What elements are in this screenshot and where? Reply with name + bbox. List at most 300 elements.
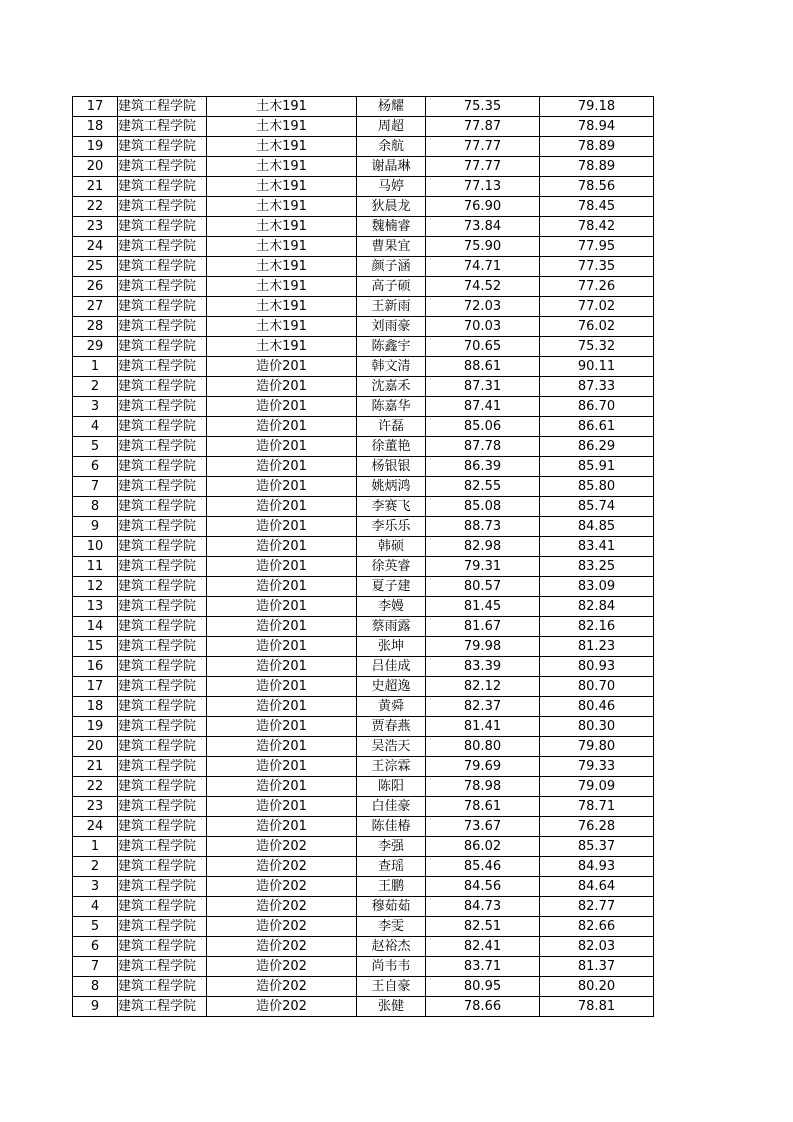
student-name-cell: 李强 <box>357 837 426 857</box>
row-index-cell: 18 <box>73 697 118 717</box>
class-cell: 造价201 <box>207 737 357 757</box>
class-cell: 造价201 <box>207 477 357 497</box>
table-row <box>73 497 654 517</box>
row-index-cell: 4 <box>73 897 118 917</box>
score-2-cell: 81.23 <box>540 637 654 657</box>
table-row <box>73 337 654 357</box>
class-cell: 造价202 <box>207 957 357 977</box>
college-cell: 建筑工程学院 <box>118 697 207 717</box>
row-index-cell: 4 <box>73 417 118 437</box>
score-1-cell: 76.90 <box>426 197 540 217</box>
score-1-cell: 79.98 <box>426 637 540 657</box>
student-name-cell: 夏子建 <box>357 577 426 597</box>
class-cell: 土木191 <box>207 277 357 297</box>
row-index-cell: 10 <box>73 537 118 557</box>
row-index-cell: 29 <box>73 337 118 357</box>
score-2-cell: 76.02 <box>540 317 654 337</box>
college-cell: 建筑工程学院 <box>118 677 207 697</box>
score-2-cell: 80.70 <box>540 677 654 697</box>
table-row <box>73 717 654 737</box>
table-row <box>73 697 654 717</box>
row-index-cell: 21 <box>73 177 118 197</box>
score-1-cell: 84.56 <box>426 877 540 897</box>
class-cell: 造价202 <box>207 857 357 877</box>
class-cell: 造价202 <box>207 937 357 957</box>
row-index-cell: 13 <box>73 597 118 617</box>
college-cell: 建筑工程学院 <box>118 177 207 197</box>
class-cell: 造价201 <box>207 517 357 537</box>
student-name-cell: 张健 <box>357 997 426 1017</box>
score-2-cell: 85.37 <box>540 837 654 857</box>
student-name-cell: 曹果宜 <box>357 237 426 257</box>
student-name-cell: 白佳豪 <box>357 797 426 817</box>
score-2-cell: 84.93 <box>540 857 654 877</box>
score-2-cell: 85.74 <box>540 497 654 517</box>
score-table <box>72 96 654 1017</box>
row-index-cell: 3 <box>73 877 118 897</box>
score-1-cell: 82.51 <box>426 917 540 937</box>
score-1-cell: 80.57 <box>426 577 540 597</box>
row-index-cell: 8 <box>73 497 118 517</box>
row-index-cell: 20 <box>73 737 118 757</box>
score-1-cell: 82.41 <box>426 937 540 957</box>
score-2-cell: 86.61 <box>540 417 654 437</box>
table-row <box>73 417 654 437</box>
class-cell: 土木191 <box>207 97 357 117</box>
row-index-cell: 21 <box>73 757 118 777</box>
score-1-cell: 79.31 <box>426 557 540 577</box>
score-1-cell: 73.67 <box>426 817 540 837</box>
table-row <box>73 597 654 617</box>
score-1-cell: 77.13 <box>426 177 540 197</box>
class-cell: 造价201 <box>207 817 357 837</box>
table-row <box>73 537 654 557</box>
college-cell: 建筑工程学院 <box>118 417 207 437</box>
score-2-cell: 82.77 <box>540 897 654 917</box>
class-cell: 造价201 <box>207 797 357 817</box>
student-name-cell: 谢晶琳 <box>357 157 426 177</box>
student-name-cell: 姚炳鸿 <box>357 477 426 497</box>
college-cell: 建筑工程学院 <box>118 477 207 497</box>
class-cell: 造价202 <box>207 877 357 897</box>
table-row <box>73 677 654 697</box>
student-name-cell: 穆茹茹 <box>357 897 426 917</box>
table-row <box>73 617 654 637</box>
student-name-cell: 余航 <box>357 137 426 157</box>
score-2-cell: 80.93 <box>540 657 654 677</box>
student-name-cell: 张坤 <box>357 637 426 657</box>
table-row <box>73 737 654 757</box>
score-1-cell: 75.35 <box>426 97 540 117</box>
college-cell: 建筑工程学院 <box>118 897 207 917</box>
college-cell: 建筑工程学院 <box>118 617 207 637</box>
score-1-cell: 86.02 <box>426 837 540 857</box>
score-2-cell: 78.56 <box>540 177 654 197</box>
row-index-cell: 5 <box>73 917 118 937</box>
college-cell: 建筑工程学院 <box>118 117 207 137</box>
student-name-cell: 李赛飞 <box>357 497 426 517</box>
score-2-cell: 78.89 <box>540 157 654 177</box>
table-row <box>73 577 654 597</box>
table-row <box>73 477 654 497</box>
student-name-cell: 蔡雨露 <box>357 617 426 637</box>
student-name-cell: 颜子涵 <box>357 257 426 277</box>
student-name-cell: 史超逸 <box>357 677 426 697</box>
score-2-cell: 82.66 <box>540 917 654 937</box>
table-row <box>73 357 654 377</box>
class-cell: 造价201 <box>207 637 357 657</box>
score-1-cell: 82.55 <box>426 477 540 497</box>
score-1-cell: 82.98 <box>426 537 540 557</box>
class-cell: 土木191 <box>207 217 357 237</box>
college-cell: 建筑工程学院 <box>118 137 207 157</box>
table-row <box>73 257 654 277</box>
college-cell: 建筑工程学院 <box>118 497 207 517</box>
college-cell: 建筑工程学院 <box>118 157 207 177</box>
college-cell: 建筑工程学院 <box>118 957 207 977</box>
row-index-cell: 14 <box>73 617 118 637</box>
class-cell: 造价202 <box>207 897 357 917</box>
college-cell: 建筑工程学院 <box>118 797 207 817</box>
student-name-cell: 王鹏 <box>357 877 426 897</box>
score-2-cell: 79.33 <box>540 757 654 777</box>
score-2-cell: 85.80 <box>540 477 654 497</box>
college-cell: 建筑工程学院 <box>118 357 207 377</box>
student-name-cell: 王新雨 <box>357 297 426 317</box>
table-row <box>73 517 654 537</box>
student-name-cell: 贾春燕 <box>357 717 426 737</box>
table-row <box>73 937 654 957</box>
row-index-cell: 3 <box>73 397 118 417</box>
student-name-cell: 韩硕 <box>357 537 426 557</box>
class-cell: 造价201 <box>207 417 357 437</box>
score-2-cell: 77.95 <box>540 237 654 257</box>
college-cell: 建筑工程学院 <box>118 837 207 857</box>
score-1-cell: 78.98 <box>426 777 540 797</box>
table-row <box>73 177 654 197</box>
college-cell: 建筑工程学院 <box>118 977 207 997</box>
row-index-cell: 8 <box>73 977 118 997</box>
student-name-cell: 尚韦韦 <box>357 957 426 977</box>
score-2-cell: 82.16 <box>540 617 654 637</box>
student-name-cell: 吴浩天 <box>357 737 426 757</box>
class-cell: 造价201 <box>207 777 357 797</box>
row-index-cell: 24 <box>73 817 118 837</box>
score-1-cell: 80.80 <box>426 737 540 757</box>
score-2-cell: 86.70 <box>540 397 654 417</box>
score-2-cell: 77.02 <box>540 297 654 317</box>
college-cell: 建筑工程学院 <box>118 817 207 837</box>
row-index-cell: 6 <box>73 937 118 957</box>
score-1-cell: 77.77 <box>426 157 540 177</box>
college-cell: 建筑工程学院 <box>118 337 207 357</box>
score-1-cell: 82.37 <box>426 697 540 717</box>
student-name-cell: 陈鑫宇 <box>357 337 426 357</box>
college-cell: 建筑工程学院 <box>118 277 207 297</box>
score-2-cell: 78.45 <box>540 197 654 217</box>
college-cell: 建筑工程学院 <box>118 657 207 677</box>
row-index-cell: 23 <box>73 217 118 237</box>
class-cell: 造价201 <box>207 577 357 597</box>
class-cell: 造价201 <box>207 537 357 557</box>
score-1-cell: 78.61 <box>426 797 540 817</box>
score-1-cell: 75.90 <box>426 237 540 257</box>
class-cell: 造价202 <box>207 837 357 857</box>
college-cell: 建筑工程学院 <box>118 377 207 397</box>
score-1-cell: 74.71 <box>426 257 540 277</box>
score-1-cell: 81.67 <box>426 617 540 637</box>
college-cell: 建筑工程学院 <box>118 597 207 617</box>
table-row <box>73 817 654 837</box>
row-index-cell: 6 <box>73 457 118 477</box>
student-name-cell: 陈嘉华 <box>357 397 426 417</box>
score-1-cell: 81.41 <box>426 717 540 737</box>
row-index-cell: 22 <box>73 197 118 217</box>
student-name-cell: 查瑶 <box>357 857 426 877</box>
table-row <box>73 977 654 997</box>
score-2-cell: 78.81 <box>540 997 654 1017</box>
row-index-cell: 19 <box>73 717 118 737</box>
college-cell: 建筑工程学院 <box>118 97 207 117</box>
score-1-cell: 84.73 <box>426 897 540 917</box>
table-row <box>73 377 654 397</box>
table-row <box>73 877 654 897</box>
score-1-cell: 85.06 <box>426 417 540 437</box>
class-cell: 造价202 <box>207 917 357 937</box>
score-2-cell: 85.91 <box>540 457 654 477</box>
student-name-cell: 徐董艳 <box>357 437 426 457</box>
class-cell: 土木191 <box>207 297 357 317</box>
class-cell: 造价201 <box>207 617 357 637</box>
row-index-cell: 19 <box>73 137 118 157</box>
table-row <box>73 837 654 857</box>
class-cell: 造价202 <box>207 977 357 997</box>
class-cell: 造价201 <box>207 597 357 617</box>
row-index-cell: 17 <box>73 97 118 117</box>
score-2-cell: 90.11 <box>540 357 654 377</box>
college-cell: 建筑工程学院 <box>118 437 207 457</box>
student-name-cell: 黄舜 <box>357 697 426 717</box>
score-2-cell: 79.18 <box>540 97 654 117</box>
score-2-cell: 80.30 <box>540 717 654 737</box>
class-cell: 造价201 <box>207 697 357 717</box>
college-cell: 建筑工程学院 <box>118 877 207 897</box>
table-row <box>73 217 654 237</box>
table-row <box>73 117 654 137</box>
student-name-cell: 李乐乐 <box>357 517 426 537</box>
student-name-cell: 王淙霖 <box>357 757 426 777</box>
class-cell: 造价201 <box>207 717 357 737</box>
row-index-cell: 7 <box>73 957 118 977</box>
college-cell: 建筑工程学院 <box>118 637 207 657</box>
row-index-cell: 25 <box>73 257 118 277</box>
student-name-cell: 李嫚 <box>357 597 426 617</box>
class-cell: 造价201 <box>207 437 357 457</box>
college-cell: 建筑工程学院 <box>118 777 207 797</box>
class-cell: 土木191 <box>207 137 357 157</box>
score-1-cell: 85.08 <box>426 497 540 517</box>
table-row <box>73 797 654 817</box>
row-index-cell: 5 <box>73 437 118 457</box>
student-name-cell: 吕佳成 <box>357 657 426 677</box>
table-row <box>73 237 654 257</box>
student-name-cell: 马婷 <box>357 177 426 197</box>
score-2-cell: 84.64 <box>540 877 654 897</box>
score-2-cell: 79.80 <box>540 737 654 757</box>
score-1-cell: 70.03 <box>426 317 540 337</box>
score-2-cell: 78.42 <box>540 217 654 237</box>
student-name-cell: 杨银银 <box>357 457 426 477</box>
score-1-cell: 87.31 <box>426 377 540 397</box>
student-name-cell: 魏楠睿 <box>357 217 426 237</box>
table-row <box>73 437 654 457</box>
class-cell: 造价201 <box>207 497 357 517</box>
table-row <box>73 277 654 297</box>
class-cell: 造价201 <box>207 457 357 477</box>
college-cell: 建筑工程学院 <box>118 537 207 557</box>
class-cell: 土木191 <box>207 197 357 217</box>
college-cell: 建筑工程学院 <box>118 197 207 217</box>
score-2-cell: 81.37 <box>540 957 654 977</box>
score-1-cell: 86.39 <box>426 457 540 477</box>
row-index-cell: 26 <box>73 277 118 297</box>
score-1-cell: 77.87 <box>426 117 540 137</box>
row-index-cell: 2 <box>73 857 118 877</box>
college-cell: 建筑工程学院 <box>118 997 207 1017</box>
score-2-cell: 78.71 <box>540 797 654 817</box>
student-name-cell: 徐英睿 <box>357 557 426 577</box>
table-row <box>73 97 654 117</box>
row-index-cell: 2 <box>73 377 118 397</box>
row-index-cell: 22 <box>73 777 118 797</box>
score-1-cell: 70.65 <box>426 337 540 357</box>
college-cell: 建筑工程学院 <box>118 257 207 277</box>
class-cell: 造价201 <box>207 657 357 677</box>
score-2-cell: 80.46 <box>540 697 654 717</box>
row-index-cell: 18 <box>73 117 118 137</box>
class-cell: 土木191 <box>207 117 357 137</box>
student-name-cell: 赵裕杰 <box>357 937 426 957</box>
college-cell: 建筑工程学院 <box>118 917 207 937</box>
table-row <box>73 997 654 1017</box>
row-index-cell: 15 <box>73 637 118 657</box>
score-1-cell: 80.95 <box>426 977 540 997</box>
college-cell: 建筑工程学院 <box>118 717 207 737</box>
student-name-cell: 刘雨豪 <box>357 317 426 337</box>
table-row <box>73 657 654 677</box>
score-2-cell: 83.25 <box>540 557 654 577</box>
student-name-cell: 狄晨龙 <box>357 197 426 217</box>
table-row <box>73 917 654 937</box>
score-1-cell: 78.66 <box>426 997 540 1017</box>
table-row <box>73 137 654 157</box>
table-row <box>73 197 654 217</box>
score-1-cell: 81.45 <box>426 597 540 617</box>
class-cell: 土木191 <box>207 157 357 177</box>
score-2-cell: 87.33 <box>540 377 654 397</box>
score-2-cell: 76.28 <box>540 817 654 837</box>
class-cell: 造价201 <box>207 757 357 777</box>
score-2-cell: 83.09 <box>540 577 654 597</box>
table-row <box>73 157 654 177</box>
row-index-cell: 11 <box>73 557 118 577</box>
class-cell: 土木191 <box>207 237 357 257</box>
score-2-cell: 78.94 <box>540 117 654 137</box>
table-row <box>73 397 654 417</box>
score-1-cell: 88.73 <box>426 517 540 537</box>
table-row <box>73 777 654 797</box>
row-index-cell: 16 <box>73 657 118 677</box>
table-row <box>73 957 654 977</box>
class-cell: 造价202 <box>207 997 357 1017</box>
class-cell: 造价201 <box>207 377 357 397</box>
student-name-cell: 高子硕 <box>357 277 426 297</box>
row-index-cell: 20 <box>73 157 118 177</box>
student-name-cell: 周超 <box>357 117 426 137</box>
class-cell: 土木191 <box>207 177 357 197</box>
college-cell: 建筑工程学院 <box>118 557 207 577</box>
score-1-cell: 83.71 <box>426 957 540 977</box>
student-name-cell: 沈嘉禾 <box>357 377 426 397</box>
score-1-cell: 72.03 <box>426 297 540 317</box>
college-cell: 建筑工程学院 <box>118 317 207 337</box>
row-index-cell: 9 <box>73 517 118 537</box>
score-2-cell: 86.29 <box>540 437 654 457</box>
score-2-cell: 83.41 <box>540 537 654 557</box>
class-cell: 造价201 <box>207 557 357 577</box>
score-2-cell: 82.03 <box>540 937 654 957</box>
score-1-cell: 87.78 <box>426 437 540 457</box>
college-cell: 建筑工程学院 <box>118 857 207 877</box>
score-1-cell: 79.69 <box>426 757 540 777</box>
class-cell: 造价201 <box>207 677 357 697</box>
score-1-cell: 77.77 <box>426 137 540 157</box>
class-cell: 土木191 <box>207 337 357 357</box>
score-1-cell: 88.61 <box>426 357 540 377</box>
score-1-cell: 83.39 <box>426 657 540 677</box>
row-index-cell: 24 <box>73 237 118 257</box>
score-table-body <box>73 97 654 1017</box>
score-2-cell: 78.89 <box>540 137 654 157</box>
score-1-cell: 73.84 <box>426 217 540 237</box>
table-row <box>73 637 654 657</box>
student-name-cell: 杨耀 <box>357 97 426 117</box>
score-1-cell: 85.46 <box>426 857 540 877</box>
score-2-cell: 75.32 <box>540 337 654 357</box>
college-cell: 建筑工程学院 <box>118 397 207 417</box>
row-index-cell: 7 <box>73 477 118 497</box>
table-row <box>73 897 654 917</box>
table-row <box>73 317 654 337</box>
score-2-cell: 77.26 <box>540 277 654 297</box>
student-name-cell: 李雯 <box>357 917 426 937</box>
row-index-cell: 28 <box>73 317 118 337</box>
table-row <box>73 857 654 877</box>
table-row <box>73 457 654 477</box>
score-1-cell: 82.12 <box>426 677 540 697</box>
college-cell: 建筑工程学院 <box>118 757 207 777</box>
student-name-cell: 陈佳椿 <box>357 817 426 837</box>
score-2-cell: 80.20 <box>540 977 654 997</box>
class-cell: 造价201 <box>207 397 357 417</box>
student-name-cell: 韩文清 <box>357 357 426 377</box>
score-2-cell: 77.35 <box>540 257 654 277</box>
row-index-cell: 1 <box>73 837 118 857</box>
score-1-cell: 87.41 <box>426 397 540 417</box>
college-cell: 建筑工程学院 <box>118 737 207 757</box>
college-cell: 建筑工程学院 <box>118 577 207 597</box>
college-cell: 建筑工程学院 <box>118 297 207 317</box>
